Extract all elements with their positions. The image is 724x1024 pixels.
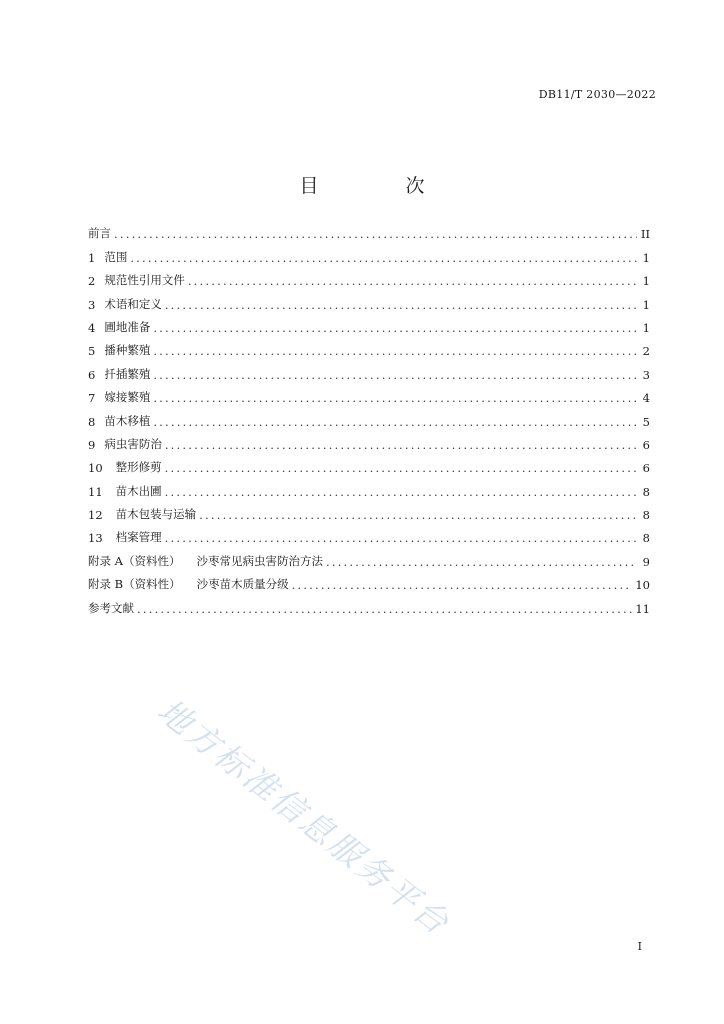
toc-dot-leader [199,508,637,522]
toc-entry-foreword[interactable] [88,218,650,241]
toc-entry-4[interactable] [88,312,650,335]
toc-entry-number: 13 [88,531,103,546]
watermark: 地方标准信息服务平台 [150,690,458,944]
toc-dot-leader [153,391,637,405]
toc-dot-leader [165,461,637,475]
toc-dot-leader [153,321,637,335]
toc-entry-page: 1 [642,320,650,335]
toc-entry-page: 1 [642,274,650,289]
toc-entry-page: 8 [642,484,650,499]
toc-entry-label: 前言 [88,226,111,241]
toc-entry-page: 3 [642,367,650,382]
toc-dot-leader [114,227,637,241]
toc-entry-number: 10 [88,461,103,476]
toc-entry-label: 档案管理 [115,530,162,545]
toc-entry-1[interactable] [88,241,650,264]
toc-entry-11[interactable] [88,475,650,498]
toc-dot-leader [153,368,637,382]
toc-entry-6[interactable] [88,358,650,381]
toc-entry-page: 4 [642,391,650,406]
toc-entry-page: 10 [635,578,650,593]
toc-entry-page: 11 [635,601,650,616]
toc-entry-label: 嫁接繁殖 [104,390,151,405]
toc-entry-3[interactable] [88,288,650,311]
toc-entry-5[interactable] [88,335,650,358]
page-title: 目 次 [299,174,459,197]
standard-code: DB11/T 2030—2022 [538,88,656,101]
toc-entry-page: 8 [642,531,650,546]
toc-entry-page: 6 [642,461,650,476]
toc-entry-label [88,553,323,569]
toc-entry-10[interactable] [88,452,650,475]
toc-dot-leader [153,344,637,358]
toc-dot-leader [292,578,633,592]
toc-entry-number: 3 [88,297,96,312]
toc-entry-number: 6 [88,367,96,382]
toc-entry-label: 扦插繁殖 [104,366,151,381]
toc-entry-number: 9 [88,437,96,452]
toc-entry-appendix-a[interactable] [88,545,650,568]
toc-entry-number: 12 [88,508,103,523]
toc-entry-page: 1 [642,297,650,312]
toc-dot-leader [165,485,637,499]
toc-entry-label: 苗木包装与运输 [115,507,197,522]
toc-entry-13[interactable] [88,522,650,545]
toc-entry-label: 圃地准备 [104,319,151,334]
toc-dot-leader [326,555,637,569]
toc-entry-2[interactable] [88,265,650,288]
toc-entry-8[interactable] [88,405,650,428]
toc-entry-page: 5 [642,414,650,429]
toc-dot-leader [130,251,637,265]
toc-entry-label: 术语和定义 [104,296,162,311]
toc-entry-label: 范围 [104,249,128,264]
toc-entry-number: 11 [88,484,103,499]
toc-dot-leader [153,415,637,429]
appendix-prefix: 附录 A（资料性） [88,553,181,568]
table-of-contents [88,218,650,616]
appendix-title: 沙枣苗木质量分级 [196,577,289,592]
toc-entry-label: 苗木出圃 [115,483,162,498]
toc-entry-number: 1 [88,250,96,265]
toc-dot-leader [165,438,637,452]
toc-entry-appendix-b[interactable] [88,569,650,592]
page-number: I [637,940,642,953]
toc-entry-label: 播种繁殖 [104,343,151,358]
toc-entry-label: 参考文献 [88,600,134,615]
appendix-prefix: 附录 B（资料性） [88,577,181,592]
toc-entry-number: 7 [88,391,96,406]
toc-entry-number: 2 [88,274,96,289]
toc-entry-7[interactable] [88,382,650,405]
toc-entry-page: II [640,227,650,242]
toc-entry-label: 整形修剪 [115,460,162,475]
toc-entry-number: 8 [88,414,96,429]
toc-entry-page: 6 [642,437,650,452]
toc-entry-page: 1 [642,250,650,265]
appendix-title: 沙枣常见病虫害防治方法 [196,553,323,568]
toc-entry-references[interactable] [88,592,650,615]
toc-dot-leader [165,531,637,545]
toc-entry-label: 苗木移植 [104,413,151,428]
toc-entry-label: 病虫害防治 [104,436,162,451]
toc-entry-page: 9 [642,554,650,569]
toc-entry-page: 8 [642,508,650,523]
toc-entry-number: 5 [88,344,96,359]
toc-dot-leader [165,298,637,312]
toc-entry-12[interactable] [88,499,650,522]
toc-entry-page: 2 [642,344,650,359]
toc-entry-number: 4 [88,320,96,335]
toc-dot-leader [137,602,632,616]
toc-entry-label [88,576,289,592]
toc-dot-leader [188,274,637,288]
toc-entry-label: 规范性引用文件 [104,273,185,288]
toc-entry-9[interactable] [88,429,650,452]
